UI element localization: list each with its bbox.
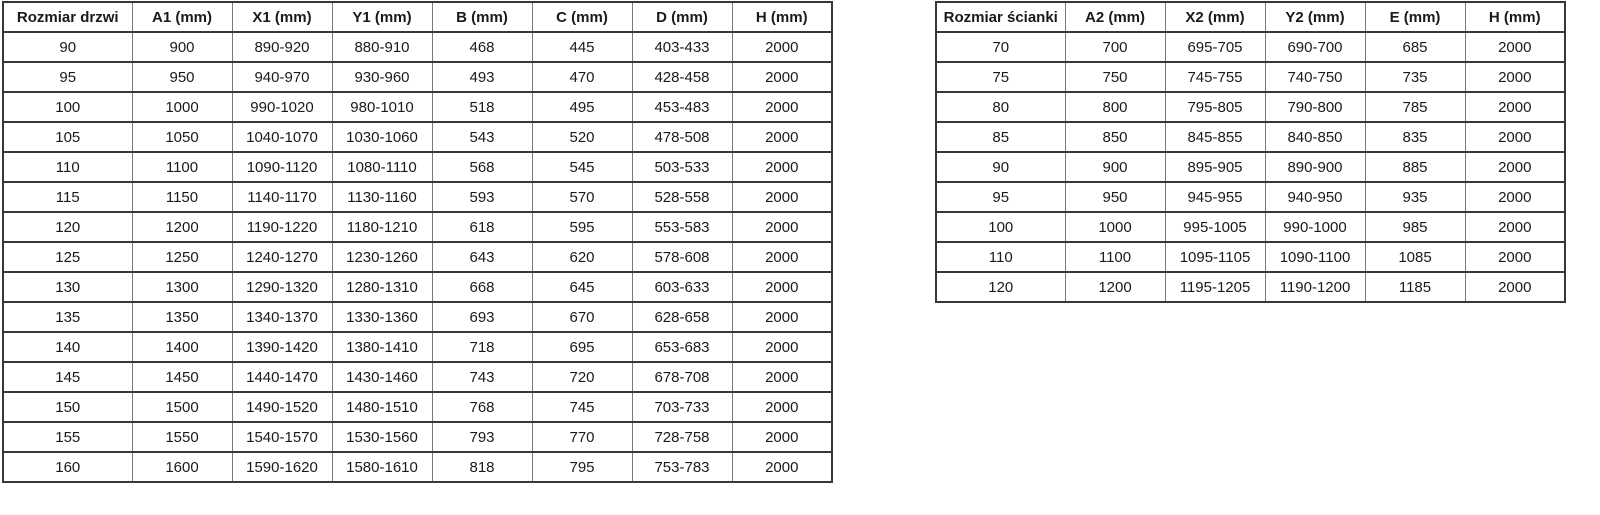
table-cell: 1100 xyxy=(132,152,232,182)
table-cell: 2000 xyxy=(1465,62,1565,92)
column-header: D (mm) xyxy=(632,2,732,32)
table-cell: 935 xyxy=(1365,182,1465,212)
table-cell: 745-755 xyxy=(1165,62,1265,92)
table-cell: 553-583 xyxy=(632,212,732,242)
column-header: X1 (mm) xyxy=(232,2,332,32)
table-cell: 2000 xyxy=(732,182,832,212)
table-cell: 1490-1520 xyxy=(232,392,332,422)
table-cell: 2000 xyxy=(732,92,832,122)
table-cell: 478-508 xyxy=(632,122,732,152)
table-cell: 115 xyxy=(3,182,132,212)
table-cell: 1140-1170 xyxy=(232,182,332,212)
table-cell: 468 xyxy=(432,32,532,62)
table-cell: 100 xyxy=(936,212,1065,242)
table-row xyxy=(3,332,832,362)
table-cell: 2000 xyxy=(732,152,832,182)
table-cell: 1540-1570 xyxy=(232,422,332,452)
table-cell: 980-1010 xyxy=(332,92,432,122)
table-row xyxy=(936,92,1565,122)
table-cell: 493 xyxy=(432,62,532,92)
table-cell: 1550 xyxy=(132,422,232,452)
table-row xyxy=(936,182,1565,212)
table-cell: 1480-1510 xyxy=(332,392,432,422)
table-cell: 403-433 xyxy=(632,32,732,62)
table-cell: 1240-1270 xyxy=(232,242,332,272)
column-header: A1 (mm) xyxy=(132,2,232,32)
column-header: H (mm) xyxy=(1465,2,1565,32)
table-cell: 518 xyxy=(432,92,532,122)
table-cell: 140 xyxy=(3,332,132,362)
table-cell: 850 xyxy=(1065,122,1165,152)
table-cell: 1450 xyxy=(132,362,232,392)
table-cell: 593 xyxy=(432,182,532,212)
table-cell: 950 xyxy=(132,62,232,92)
table-cell: 1330-1360 xyxy=(332,302,432,332)
table-cell: 890-900 xyxy=(1265,152,1365,182)
table-cell: 1390-1420 xyxy=(232,332,332,362)
table-cell: 528-558 xyxy=(632,182,732,212)
table-cell: 795-805 xyxy=(1165,92,1265,122)
table-cell: 693 xyxy=(432,302,532,332)
table-cell: 2000 xyxy=(732,362,832,392)
table-cell: 890-920 xyxy=(232,32,332,62)
column-header: Rozmiar drzwi xyxy=(3,2,132,32)
table-cell: 678-708 xyxy=(632,362,732,392)
table-row xyxy=(3,182,832,212)
table-cell: 1000 xyxy=(1065,212,1165,242)
table-cell: 668 xyxy=(432,272,532,302)
table-cell: 995-1005 xyxy=(1165,212,1265,242)
table-cell: 1350 xyxy=(132,302,232,332)
table-cell: 728-758 xyxy=(632,422,732,452)
table-cell: 2000 xyxy=(732,422,832,452)
table-cell: 85 xyxy=(936,122,1065,152)
table-cell: 1195-1205 xyxy=(1165,272,1265,302)
table-cell: 1100 xyxy=(1065,242,1165,272)
column-header: Rozmiar ścianki xyxy=(936,2,1065,32)
door-table-body xyxy=(3,32,832,482)
table-cell: 2000 xyxy=(1465,122,1565,152)
table-cell: 790-800 xyxy=(1265,92,1365,122)
table-cell: 80 xyxy=(936,92,1065,122)
table-cell: 95 xyxy=(3,62,132,92)
table-row xyxy=(3,122,832,152)
table-cell: 793 xyxy=(432,422,532,452)
table-cell: 2000 xyxy=(1465,242,1565,272)
table-cell: 578-608 xyxy=(632,242,732,272)
table-cell: 785 xyxy=(1365,92,1465,122)
table-cell: 100 xyxy=(3,92,132,122)
table-row xyxy=(936,242,1565,272)
table-cell: 685 xyxy=(1365,32,1465,62)
table-cell: 900 xyxy=(132,32,232,62)
table-cell: 110 xyxy=(3,152,132,182)
table-cell: 1400 xyxy=(132,332,232,362)
table-cell: 160 xyxy=(3,452,132,482)
table-row xyxy=(936,32,1565,62)
column-header: X2 (mm) xyxy=(1165,2,1265,32)
table-cell: 520 xyxy=(532,122,632,152)
table-cell: 1030-1060 xyxy=(332,122,432,152)
table-cell: 155 xyxy=(3,422,132,452)
table-cell: 1095-1105 xyxy=(1165,242,1265,272)
table-cell: 90 xyxy=(3,32,132,62)
table-row xyxy=(3,422,832,452)
table-cell: 95 xyxy=(936,182,1065,212)
table-cell: 70 xyxy=(936,32,1065,62)
column-header: H (mm) xyxy=(732,2,832,32)
table-cell: 2000 xyxy=(732,302,832,332)
table-cell: 1590-1620 xyxy=(232,452,332,482)
table-row xyxy=(936,212,1565,242)
table-cell: 2000 xyxy=(732,242,832,272)
table-cell: 130 xyxy=(3,272,132,302)
table-cell: 90 xyxy=(936,152,1065,182)
table-cell: 753-783 xyxy=(632,452,732,482)
table-row xyxy=(3,212,832,242)
table-cell: 985 xyxy=(1365,212,1465,242)
header-row xyxy=(936,2,1565,32)
table-cell: 503-533 xyxy=(632,152,732,182)
table-cell: 1380-1410 xyxy=(332,332,432,362)
table-cell: 1600 xyxy=(132,452,232,482)
table-cell: 150 xyxy=(3,392,132,422)
table-cell: 145 xyxy=(3,362,132,392)
table-cell: 2000 xyxy=(732,32,832,62)
table-cell: 1040-1070 xyxy=(232,122,332,152)
column-header: C (mm) xyxy=(532,2,632,32)
table-cell: 800 xyxy=(1065,92,1165,122)
column-header: B (mm) xyxy=(432,2,532,32)
table-cell: 1200 xyxy=(1065,272,1165,302)
table-cell: 495 xyxy=(532,92,632,122)
table-row xyxy=(3,92,832,122)
table-cell: 940-950 xyxy=(1265,182,1365,212)
table-cell: 700 xyxy=(1065,32,1165,62)
table-cell: 570 xyxy=(532,182,632,212)
table-cell: 568 xyxy=(432,152,532,182)
table-cell: 543 xyxy=(432,122,532,152)
table-cell: 718 xyxy=(432,332,532,362)
table-cell: 1290-1320 xyxy=(232,272,332,302)
column-header: A2 (mm) xyxy=(1065,2,1165,32)
table-cell: 1185 xyxy=(1365,272,1465,302)
table-cell: 645 xyxy=(532,272,632,302)
table-cell: 2000 xyxy=(732,62,832,92)
table-cell: 428-458 xyxy=(632,62,732,92)
table-cell: 840-850 xyxy=(1265,122,1365,152)
table-cell: 2000 xyxy=(1465,32,1565,62)
table-cell: 1300 xyxy=(132,272,232,302)
table-cell: 1250 xyxy=(132,242,232,272)
header-row xyxy=(3,2,832,32)
table-cell: 945-955 xyxy=(1165,182,1265,212)
table-cell: 720 xyxy=(532,362,632,392)
table-cell: 990-1000 xyxy=(1265,212,1365,242)
table-cell: 1090-1120 xyxy=(232,152,332,182)
table-cell: 620 xyxy=(532,242,632,272)
table-cell: 2000 xyxy=(732,212,832,242)
table-cell: 110 xyxy=(936,242,1065,272)
table-cell: 1430-1460 xyxy=(332,362,432,392)
table-cell: 595 xyxy=(532,212,632,242)
table-row xyxy=(3,152,832,182)
table-cell: 1130-1160 xyxy=(332,182,432,212)
table-cell: 990-1020 xyxy=(232,92,332,122)
table-cell: 2000 xyxy=(732,122,832,152)
table-cell: 885 xyxy=(1365,152,1465,182)
table-row xyxy=(3,62,832,92)
table-cell: 1340-1370 xyxy=(232,302,332,332)
table-cell: 445 xyxy=(532,32,632,62)
table-cell: 105 xyxy=(3,122,132,152)
table-cell: 1200 xyxy=(132,212,232,242)
table-cell: 453-483 xyxy=(632,92,732,122)
table-cell: 690-700 xyxy=(1265,32,1365,62)
table-row xyxy=(3,392,832,422)
table-cell: 2000 xyxy=(1465,92,1565,122)
table-cell: 2000 xyxy=(1465,182,1565,212)
table-cell: 1280-1310 xyxy=(332,272,432,302)
table-row xyxy=(3,452,832,482)
table-cell: 1230-1260 xyxy=(332,242,432,272)
table-cell: 2000 xyxy=(1465,152,1565,182)
table-cell: 703-733 xyxy=(632,392,732,422)
column-header: Y1 (mm) xyxy=(332,2,432,32)
table-cell: 2000 xyxy=(732,272,832,302)
table-cell: 2000 xyxy=(732,332,832,362)
table-cell: 135 xyxy=(3,302,132,332)
table-row xyxy=(3,362,832,392)
table-cell: 1530-1560 xyxy=(332,422,432,452)
table-row xyxy=(936,152,1565,182)
table-cell: 1190-1200 xyxy=(1265,272,1365,302)
table-cell: 818 xyxy=(432,452,532,482)
table-cell: 740-750 xyxy=(1265,62,1365,92)
table-cell: 940-970 xyxy=(232,62,332,92)
table-cell: 1080-1110 xyxy=(332,152,432,182)
table-cell: 470 xyxy=(532,62,632,92)
table-cell: 643 xyxy=(432,242,532,272)
table-cell: 125 xyxy=(3,242,132,272)
table-cell: 1440-1470 xyxy=(232,362,332,392)
table-row xyxy=(936,62,1565,92)
table-cell: 695-705 xyxy=(1165,32,1265,62)
table-cell: 120 xyxy=(936,272,1065,302)
table-cell: 1500 xyxy=(132,392,232,422)
table-cell: 770 xyxy=(532,422,632,452)
door-size-table xyxy=(2,1,833,483)
table-cell: 735 xyxy=(1365,62,1465,92)
table-row xyxy=(3,302,832,332)
table-row xyxy=(3,32,832,62)
table-cell: 900 xyxy=(1065,152,1165,182)
wall-size-table xyxy=(935,1,1566,303)
table-cell: 950 xyxy=(1065,182,1165,212)
table-cell: 1180-1210 xyxy=(332,212,432,242)
table-cell: 2000 xyxy=(1465,272,1565,302)
table-cell: 750 xyxy=(1065,62,1165,92)
table-cell: 695 xyxy=(532,332,632,362)
table-cell: 1000 xyxy=(132,92,232,122)
table-cell: 545 xyxy=(532,152,632,182)
table-cell: 845-855 xyxy=(1165,122,1265,152)
table-cell: 1150 xyxy=(132,182,232,212)
table-cell: 2000 xyxy=(732,392,832,422)
table-cell: 1090-1100 xyxy=(1265,242,1365,272)
table-cell: 628-658 xyxy=(632,302,732,332)
table-cell: 1050 xyxy=(132,122,232,152)
table-cell: 1190-1220 xyxy=(232,212,332,242)
table-cell: 75 xyxy=(936,62,1065,92)
table-cell: 618 xyxy=(432,212,532,242)
table-cell: 120 xyxy=(3,212,132,242)
table-cell: 745 xyxy=(532,392,632,422)
table-cell: 768 xyxy=(432,392,532,422)
wall-table-body xyxy=(936,32,1565,302)
table-cell: 895-905 xyxy=(1165,152,1265,182)
table-cell: 743 xyxy=(432,362,532,392)
table-cell: 603-633 xyxy=(632,272,732,302)
table-cell: 795 xyxy=(532,452,632,482)
table-cell: 835 xyxy=(1365,122,1465,152)
door-table-header xyxy=(3,2,832,32)
table-row xyxy=(3,272,832,302)
table-row xyxy=(3,242,832,272)
column-header: Y2 (mm) xyxy=(1265,2,1365,32)
table-cell: 1580-1610 xyxy=(332,452,432,482)
table-cell: 880-910 xyxy=(332,32,432,62)
table-cell: 2000 xyxy=(732,452,832,482)
table-cell: 930-960 xyxy=(332,62,432,92)
table-cell: 653-683 xyxy=(632,332,732,362)
table-row xyxy=(936,122,1565,152)
table-cell: 2000 xyxy=(1465,212,1565,242)
table-row xyxy=(936,272,1565,302)
column-header: E (mm) xyxy=(1365,2,1465,32)
wall-table-header xyxy=(936,2,1565,32)
table-cell: 670 xyxy=(532,302,632,332)
table-cell: 1085 xyxy=(1365,242,1465,272)
